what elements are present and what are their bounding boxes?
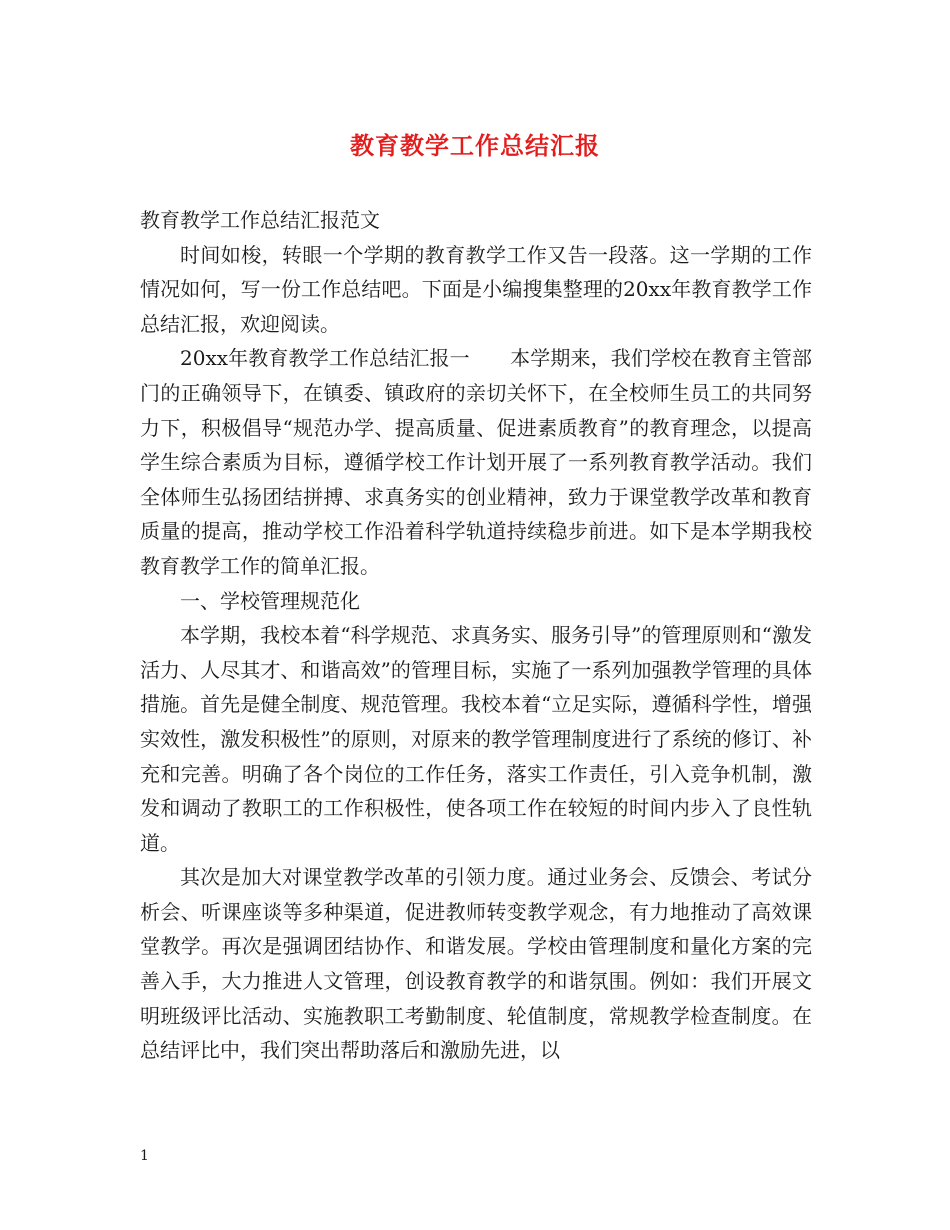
document-title: 教育教学工作总结汇报 — [350, 131, 600, 160]
management-paragraph: 本学期，我校本着“科学规范、求真务实、服务引导”的管理原则和“激发活力、人尽其才、和谐高效”的管理目标，实施了一系列加强教学管理的具体措施。首先是健全制度、规范管理。我校本着“立足实际，遵循科学性，增强实效性，激发积极性”的原则，对原来的教学管理制度进行了系统的修订、补充和完善。明确了各个岗位的工作任务，落实工作责任，引入竞争机制，激发和调动了教职工的工作积极性，使各项工作在较短的时间内步入了良性轨道。 — [140, 623, 812, 855]
page-number: 1 — [140, 1148, 149, 1164]
subtitle-paragraph: 教育教学工作总结汇报范文 — [140, 208, 380, 232]
reform-paragraph: 其次是加大对课堂教学改革的引领力度。通过业务会、反馈会、考试分析会、听课座谈等多种渠道，促进教师转变教学观念，有力地推动了高效课堂教学。再次是强调团结协作、和谐发展。学校由管理制度和量化方案的完善入手，大力推进人文管理，创设教育教学的和谐氛围。例如：我们开展文明班级评比活动、实施教职工考勤制度、轮值制度，常规教学检查制度。在总结评比中，我们突出帮助落后和激励先进，以 — [140, 865, 812, 1063]
document-body — [140, 203, 812, 1068]
intro-paragraph: 时间如梭，转眼一个学期的教育教学工作又告一段落。这一学期的工作情况如何，写一份工作总结吧。下面是小编搜集整理的20xx年教育教学工作总结汇报，欢迎阅读。 — [140, 242, 812, 336]
section-heading-management: 一、学校管理规范化 — [180, 588, 360, 613]
report-one-paragraph: 20xx年教育教学工作总结汇报一 本学期来，我们学校在教育主管部门的正确领导下，在镇委、镇政府的亲切关怀下，在全校师生员工的共同努力下，积极倡导“规范办学、提高质量、促进素质教育”的教育理念，以提高学生综合素质为目标，遵循学校工作计划开展了一系列教育教学活动。我们全体师生弘扬团结拼搏、求真务实的创业精神，致力于课堂教学改革和教育质量的提高，推动学校工作沿着科学轨道持续稳步前进。如下是本学期我校教育教学工作的简单汇报。 — [140, 346, 812, 578]
